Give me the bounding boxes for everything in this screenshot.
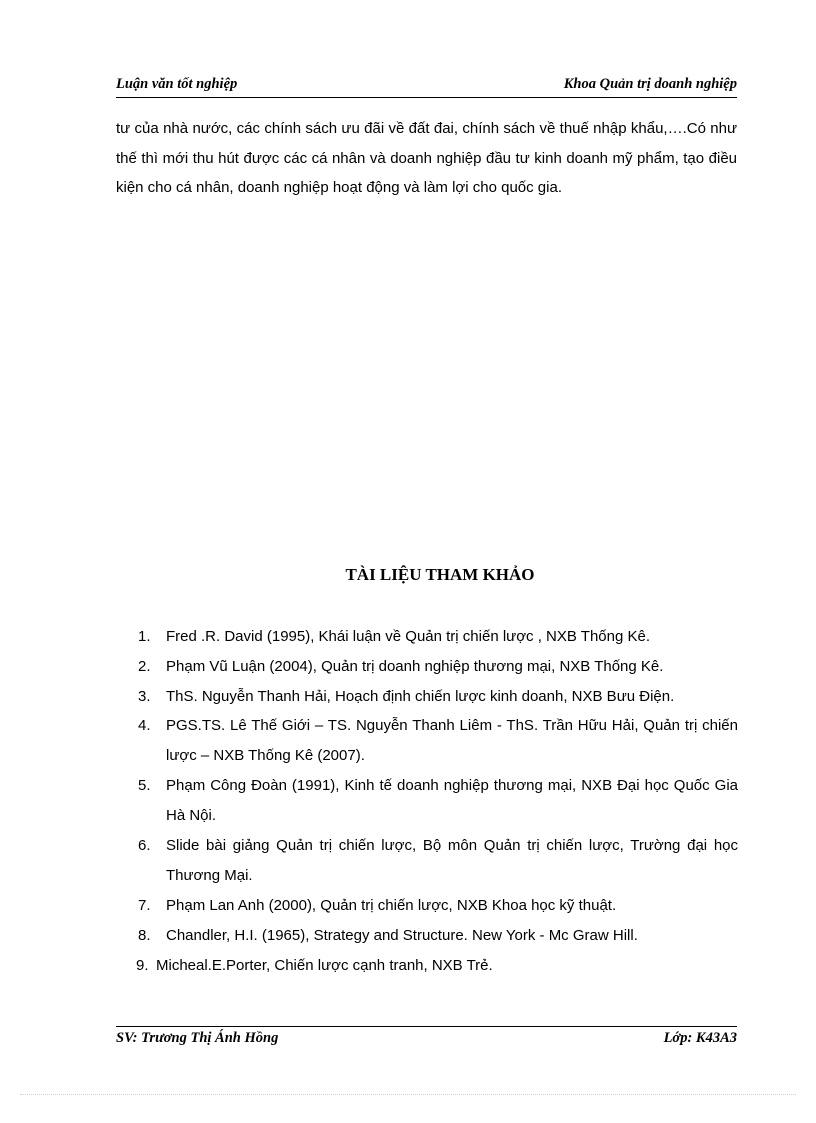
reference-item	[136, 951, 736, 981]
reference-text: Phạm Lan Anh (2000), Quản trị chiến lược, NXB Khoa học kỹ thuật.	[166, 897, 617, 914]
reference-number: 6.	[138, 837, 151, 854]
reference-number: 9.	[136, 957, 149, 974]
reference-item	[138, 622, 738, 652]
reference-text: Fred .R. David (1995), Khái luận về Quản trị chiến lược , NXB Thống Kê.	[166, 628, 650, 645]
reference-text: Phạm Công Đoàn (1991), Kinh tế doanh nghiệp thương mại, NXB Đại học Quốc Gia Hà Nội.	[166, 777, 738, 824]
footer-student-name: SV: Trương Thị Ánh Hồng	[116, 1030, 279, 1046]
reference-item	[138, 831, 738, 891]
footer-class: Lớp: K43A3	[663, 1030, 737, 1046]
page-footer	[116, 1030, 737, 1050]
reference-text: Phạm Vũ Luận (2004), Quản trị doanh nghiệp thương mại, NXB Thống Kê.	[166, 658, 664, 675]
reference-number: 1.	[138, 628, 151, 645]
reference-item	[138, 921, 738, 951]
header-right-text: Khoa Quản trị doanh nghiệp	[563, 76, 737, 92]
page-break-line	[20, 1094, 796, 1095]
reference-text: ThS. Nguyễn Thanh Hải, Hoạch định chiến lược kinh doanh, NXB Bưu Điện.	[166, 688, 675, 705]
reference-text: PGS.TS. Lê Thế Giới – TS. Nguyễn Thanh Liêm - ThS. Trần Hữu Hải, Quản trị chiến lược – NXB Thống Kê (2007).	[166, 717, 738, 764]
header-rule	[116, 97, 737, 98]
reference-item	[138, 652, 738, 682]
references-title: TÀI LIỆU THAM KHẢO	[345, 565, 535, 584]
reference-number: 5.	[138, 777, 151, 794]
reference-text: Slide bài giảng Quản trị chiến lược, Bộ môn Quản trị chiến lược, Trường đại học Thương Mại.	[166, 837, 738, 884]
footer-rule	[116, 1026, 737, 1027]
reference-item	[138, 891, 738, 921]
header-left-text: Luận văn tốt nghiệp	[116, 76, 238, 92]
page-header	[116, 76, 737, 96]
reference-text: Micheal.E.Porter, Chiến lược cạnh tranh, NXB Trẻ.	[156, 957, 493, 974]
body-paragraph: tư của nhà nước, các chính sách ưu đãi về đất đai, chính sách về thuế nhập khẩu,….Có như thế thì mới thu hút được các cá nhân và doanh nghiệp đầu tư kinh doanh mỹ phẩm, tạo điều kiện cho cá nhân, doanh nghiệp hoạt động và làm lợi cho quốc gia.	[116, 120, 737, 196]
reference-text: Chandler, H.I. (1965), Strategy and Structure. New York - Mc Graw Hill.	[166, 927, 638, 944]
reference-item	[138, 711, 738, 771]
reference-number: 8.	[138, 927, 151, 944]
reference-number: 2.	[138, 658, 151, 675]
reference-item	[138, 682, 738, 712]
reference-number: 4.	[138, 717, 151, 734]
reference-number: 3.	[138, 688, 151, 705]
reference-item	[138, 771, 738, 831]
reference-number: 7.	[138, 897, 151, 914]
